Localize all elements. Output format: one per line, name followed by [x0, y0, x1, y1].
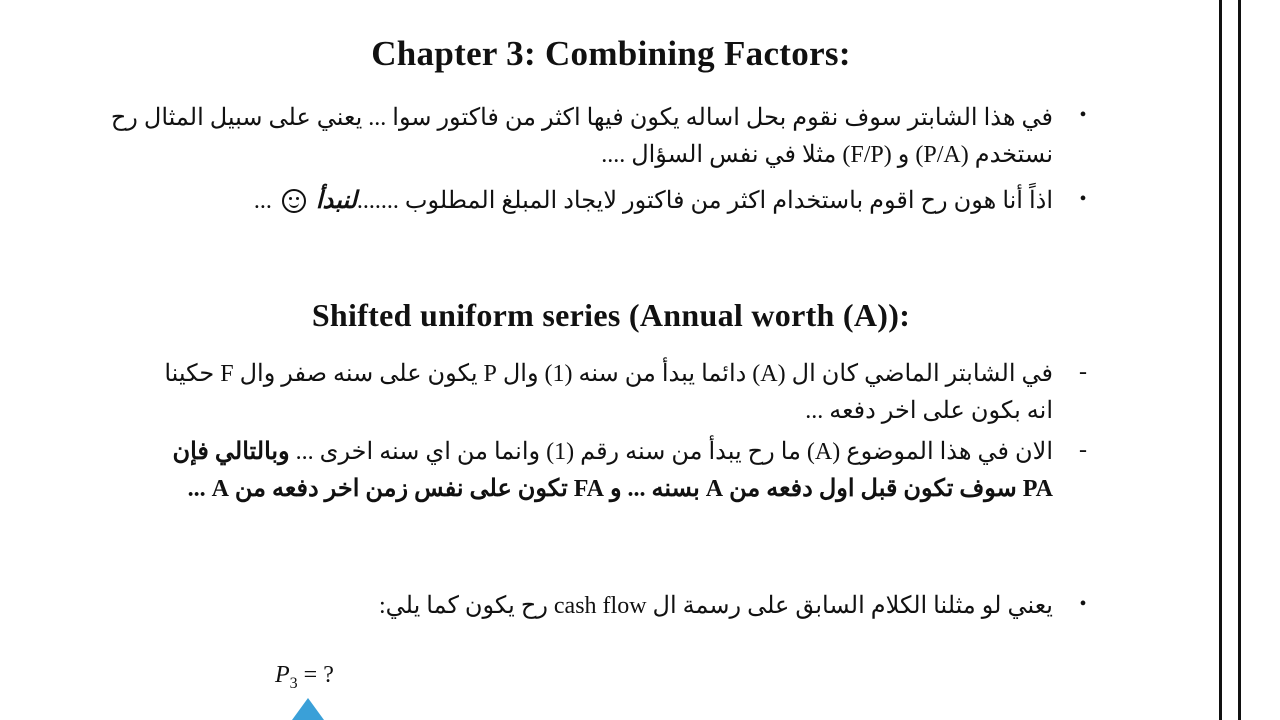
bullet-1-line-1: في هذا الشابتر سوف نقوم بحل اساله يكون فيها اكثر من فاكتور سوا ... يعني على سبيل المثال رح: [110, 105, 1053, 131]
dash-2-line-2: PA سوف تكون قبل اول دفعه من A بسنه ... و FA تكون على نفس زمن اخر دفعه من A ...: [187, 476, 1053, 502]
bullet-2-text: اذاً أنا هون رح اقوم باستخدام اكثر من فاكتور لايجاد المبلغ المطلوب .......: [356, 188, 1053, 214]
dash-marker: -: [1079, 359, 1087, 385]
dash-1-line-1: في الشابتر الماضي كان ال (A) دائما يبدأ من سنه (1) وال P يكون على سنه صفر وال F حكينا: [164, 361, 1053, 387]
bullet-paragraph-1: [93, 100, 1053, 174]
bullet-marker: •: [1079, 593, 1087, 615]
bullet-1-line-2: نستخدم (P/A) و (F/P) مثلا في نفس السؤال ....: [601, 142, 1053, 168]
bullet-paragraph-3: [93, 588, 1053, 625]
dash-2-line-1-bold: وبالتالي فإن: [172, 439, 290, 465]
p-subscript: 3: [289, 674, 298, 692]
bullet-marker: •: [1079, 104, 1087, 126]
bullet-2-tail: ...: [253, 188, 272, 214]
dash-2-line-1-text: الان في هذا الموضوع (A) ما رح يبدأ من سنه رقم (1) وانما من اي سنه اخرى ...: [295, 439, 1053, 465]
bullet-2-emphasis: لنبدأ: [315, 188, 357, 214]
dash-paragraph-1: [93, 356, 1053, 430]
formula-rest: = ?: [297, 662, 334, 688]
up-arrow-icon: [292, 698, 324, 720]
page-edge-border: [1219, 0, 1241, 720]
dash-1-line-2: انه بكون على اخر دفعه ...: [805, 398, 1053, 424]
p-symbol: P: [275, 662, 290, 688]
smiley-icon: [282, 189, 306, 213]
bullet-paragraph-2: [93, 183, 1053, 220]
chapter-title: Chapter 3: Combining Factors:: [371, 34, 851, 73]
p3-formula-label: [275, 662, 334, 693]
dash-marker: -: [1079, 437, 1087, 463]
bullet-marker: •: [1079, 188, 1087, 210]
section-subtitle: Shifted uniform series (Annual worth (A)):: [311, 297, 911, 333]
dash-paragraph-2: [93, 434, 1053, 508]
outside-area: [1241, 0, 1280, 720]
bullet-3-text: يعني لو مثلنا الكلام السابق على رسمة ال cash flow رح يكون كما يلي:: [378, 593, 1053, 619]
